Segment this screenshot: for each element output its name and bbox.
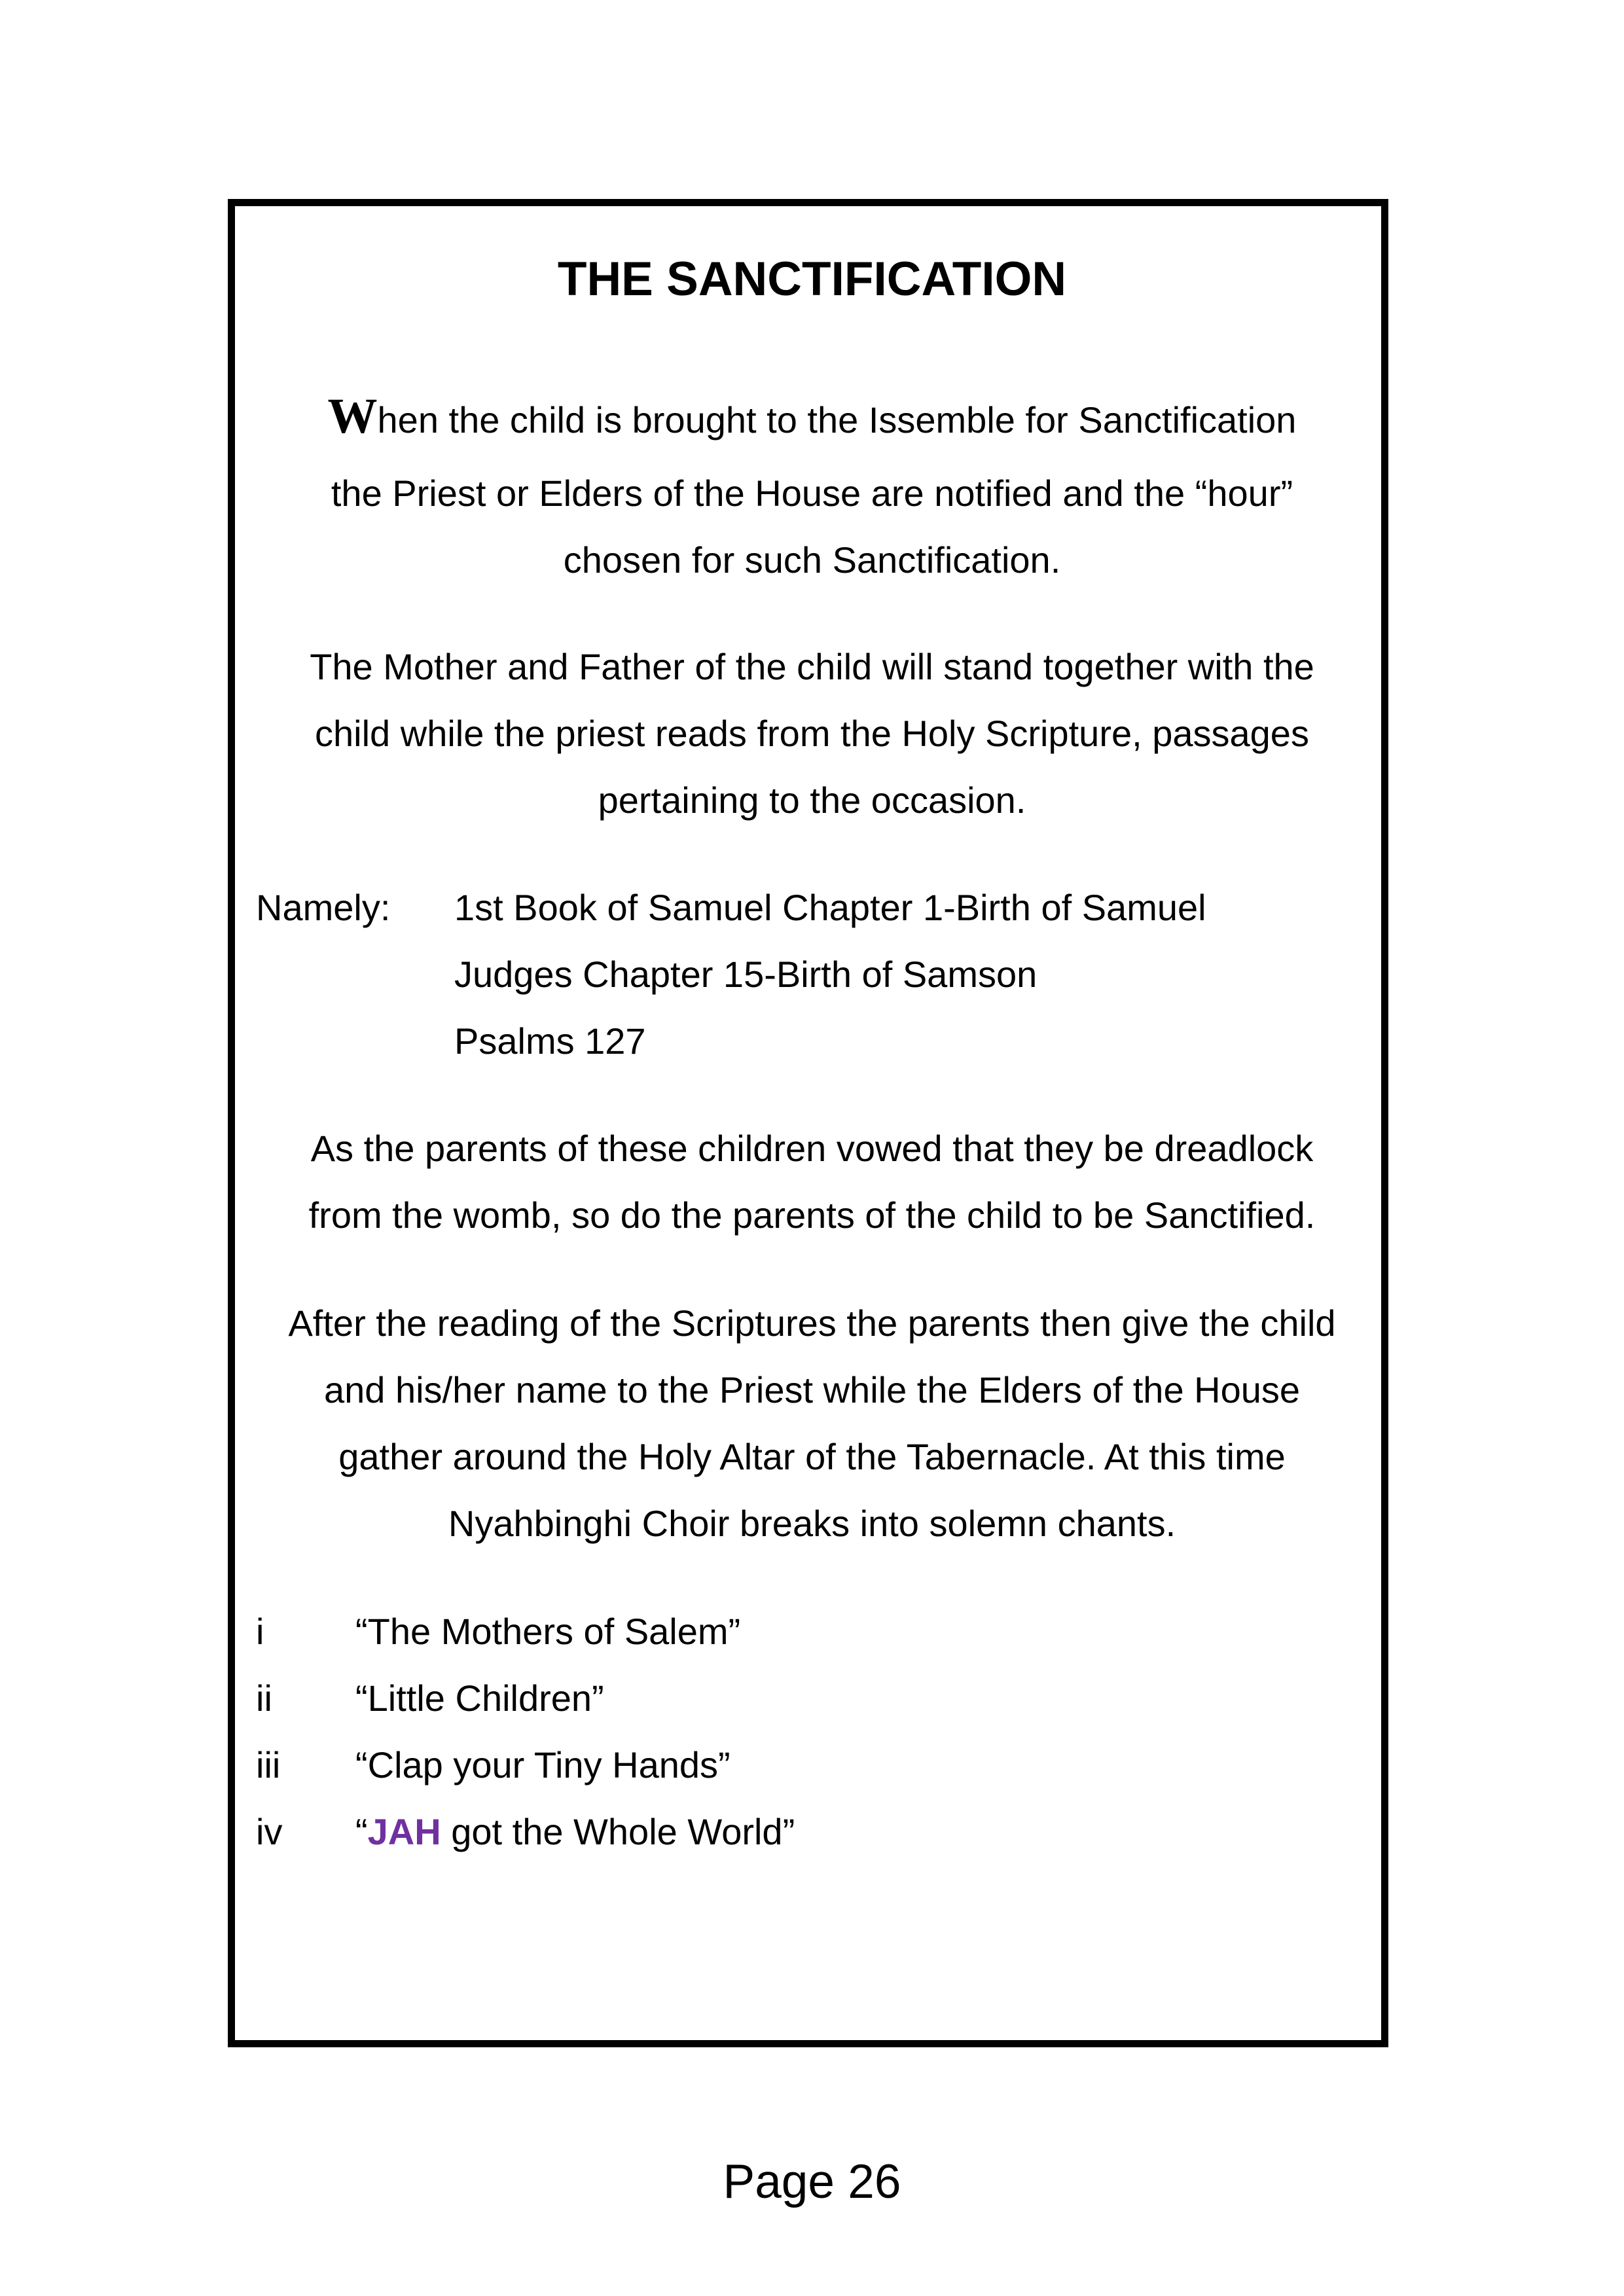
intro-line-1-text: hen the child is brought to the Issemble for Sanctification [377, 399, 1297, 440]
chant-numeral: ii [256, 1677, 272, 1719]
reading-item: Psalms 127 [454, 1020, 646, 1062]
intro-line-1 [0, 389, 1624, 444]
paragraph-4-line-4: Nyahbinghi Choir breaks into solemn chants. [448, 1503, 1176, 1544]
chant-numeral: iii [256, 1744, 281, 1785]
chant-numeral: iv [256, 1811, 283, 1852]
chant-numeral: i [256, 1611, 264, 1652]
chant-title [355, 1811, 795, 1852]
paragraph-3-line-1: As the parents of these children vowed that they be dreadlock [310, 1128, 1314, 1169]
chant-title: “The Mothers of Salem” [355, 1611, 741, 1652]
drop-cap: W [327, 389, 378, 444]
paragraph-4-line-2: and his/her name to the Priest while the Elders of the House [323, 1369, 1301, 1410]
reading-item: 1st Book of Samuel Chapter 1-Birth of Samuel [454, 887, 1206, 928]
paragraph-4-line-1: After the reading of the Scriptures the parents then give the child [288, 1302, 1336, 1344]
chant-title-rest: got the Whole World” [441, 1811, 795, 1852]
paragraph-3-line-2: from the womb, so do the parents of the child to be Sanctified. [308, 1194, 1316, 1236]
paragraph-2-line-3: pertaining to the occasion. [598, 780, 1026, 821]
jah-highlight: JAH [367, 1811, 441, 1852]
intro-line-2: the Priest or Elders of the House are notified and the “hour” [331, 473, 1293, 514]
reading-item: Judges Chapter 15-Birth of Samson [454, 954, 1038, 995]
chant-open-quote: “ [355, 1811, 368, 1852]
intro-line-3: chosen for such Sanctification. [563, 539, 1061, 581]
paragraph-2-line-2: child while the priest reads from the Holy Scripture, passages [315, 713, 1309, 754]
chant-title: “Little Children” [355, 1677, 604, 1719]
paragraph-2-line-1: The Mother and Father of the child will stand together with the [310, 646, 1314, 687]
page-number: Page 26 [723, 2155, 901, 2208]
chant-title: “Clap your Tiny Hands” [355, 1744, 731, 1785]
namely-label: Namely: [256, 887, 391, 928]
paragraph-4-line-3: gather around the Holy Altar of the Tabernacle. At this time [338, 1436, 1286, 1477]
page-title: THE SANCTIFICATION [557, 253, 1067, 306]
